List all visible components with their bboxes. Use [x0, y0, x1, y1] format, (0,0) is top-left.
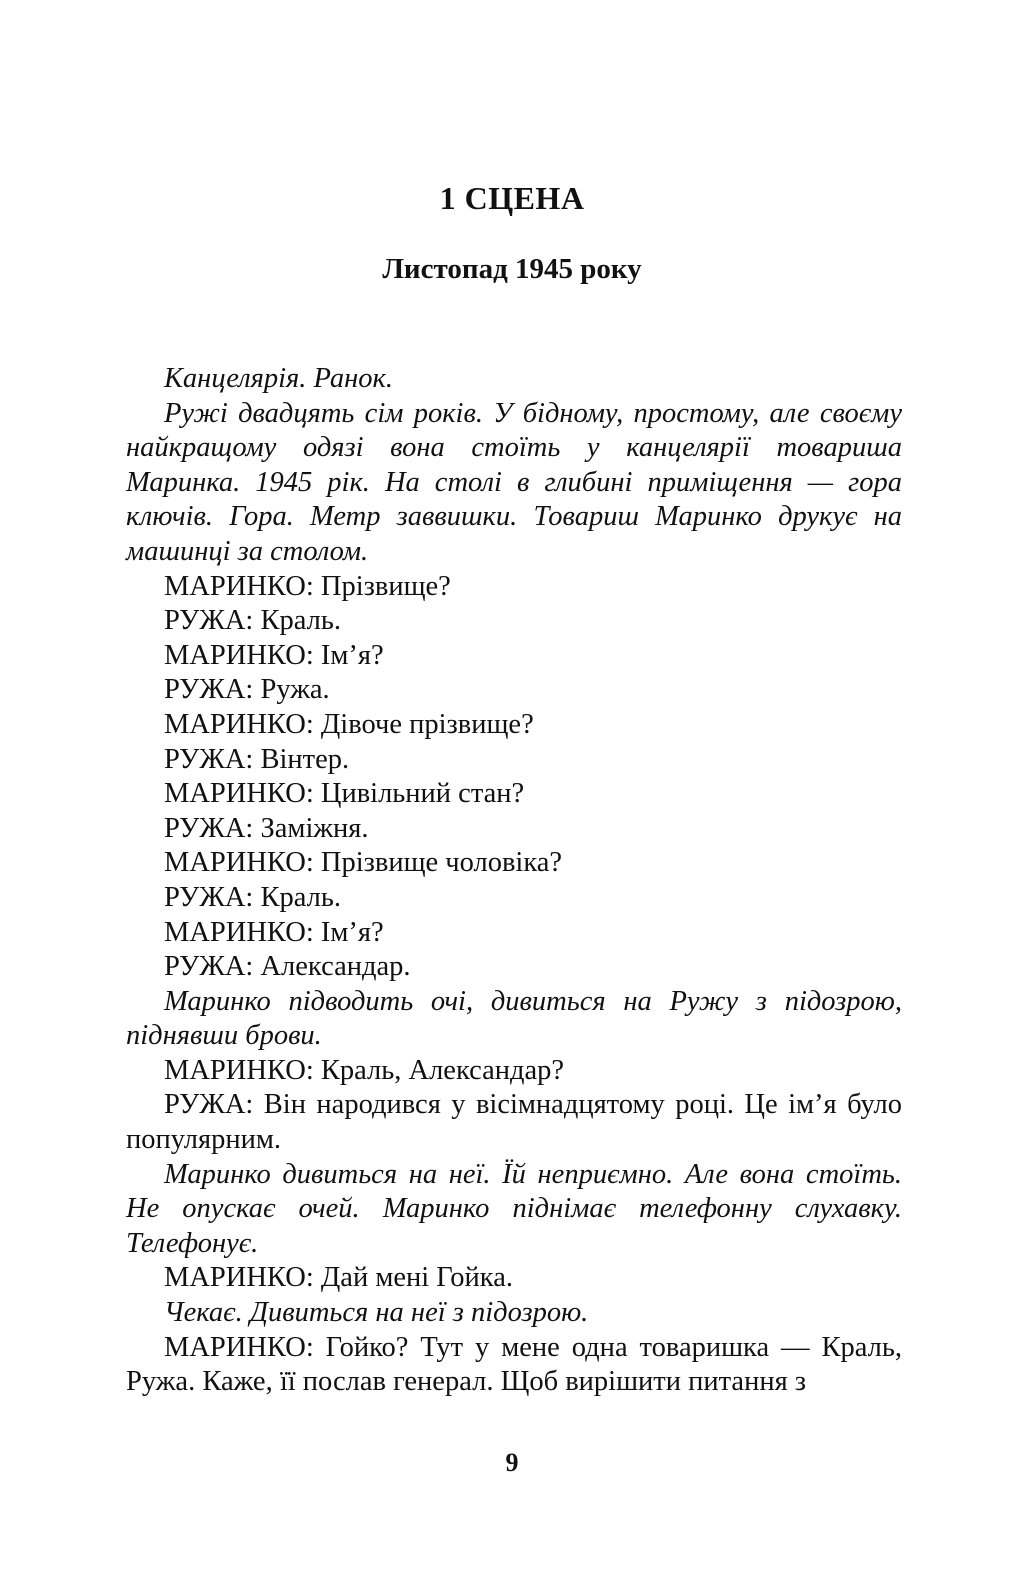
dialogue-line: РУЖА: Заміжня. — [164, 812, 369, 844]
stage-direction: Маринко підводить очі, дивиться на Ружу з підозрою, піднявши брови. — [126, 985, 902, 1052]
dialogue-line: МАРИНКО: Гойко? Тут у мене одна товаришка — Краль, Ружа. Каже, її послав генерал. Щоб вирішити питання з — [126, 1331, 902, 1398]
play-text — [126, 362, 902, 1400]
dialogue-line: МАРИНКО: Прізвище? — [164, 570, 451, 602]
dialogue-line: РУЖА: Краль. — [164, 605, 341, 637]
dialogue-line: РУЖА: Він народився у вісімнадцятому році. Це ім’я було популярним. — [126, 1089, 902, 1156]
stage-direction: Канцелярія. Ранок. — [164, 363, 393, 394]
stage-direction: Чекає. Дивиться на неї з підозрою. — [164, 1297, 589, 1329]
dialogue-line: МАРИНКО: Дівоче прізвище? — [164, 708, 534, 740]
stage-direction: Маринко дивиться на неї. Їй неприємно. Але вона стоїть. Не опускає очей. Маринко піднімає телефонну слухавку. Телефонує. — [126, 1158, 902, 1259]
dialogue-line: МАРИНКО: Цивільний стан? — [164, 778, 525, 810]
scene-date: Листопад 1945 року — [382, 253, 642, 285]
dialogue-line: РУЖА: Вінтер. — [164, 743, 350, 775]
dialogue-line: МАРИНКО: Краль, Александар? — [164, 1054, 565, 1086]
stage-direction: Ружі двадцять сім років. У бідному, простому, але своєму найкращому одязі вона стоїть у канцелярії товариша Маринка. 1945 рік. На столі в глибині приміщення — гора ключів. Гора. Метр заввишки. Товариш Маринко друкує на машинці за столом. — [126, 397, 902, 567]
dialogue-line: РУЖА: Краль. — [164, 881, 341, 913]
dialogue-line: МАРИНКО: Дай мені Гойка. — [164, 1262, 513, 1294]
dialogue-line: МАРИНКО: Ім’я? — [164, 916, 384, 948]
dialogue-line: РУЖА: Ружа. — [164, 674, 330, 706]
dialogue-line: РУЖА: Александар. — [164, 951, 411, 983]
dialogue-line: МАРИНКО: Прізвище чоловіка? — [164, 847, 563, 879]
dialogue-line: МАРИНКО: Ім’я? — [164, 639, 384, 671]
page-number: 9 — [505, 1448, 519, 1477]
scene-title: 1 СЦЕНА — [439, 180, 585, 216]
